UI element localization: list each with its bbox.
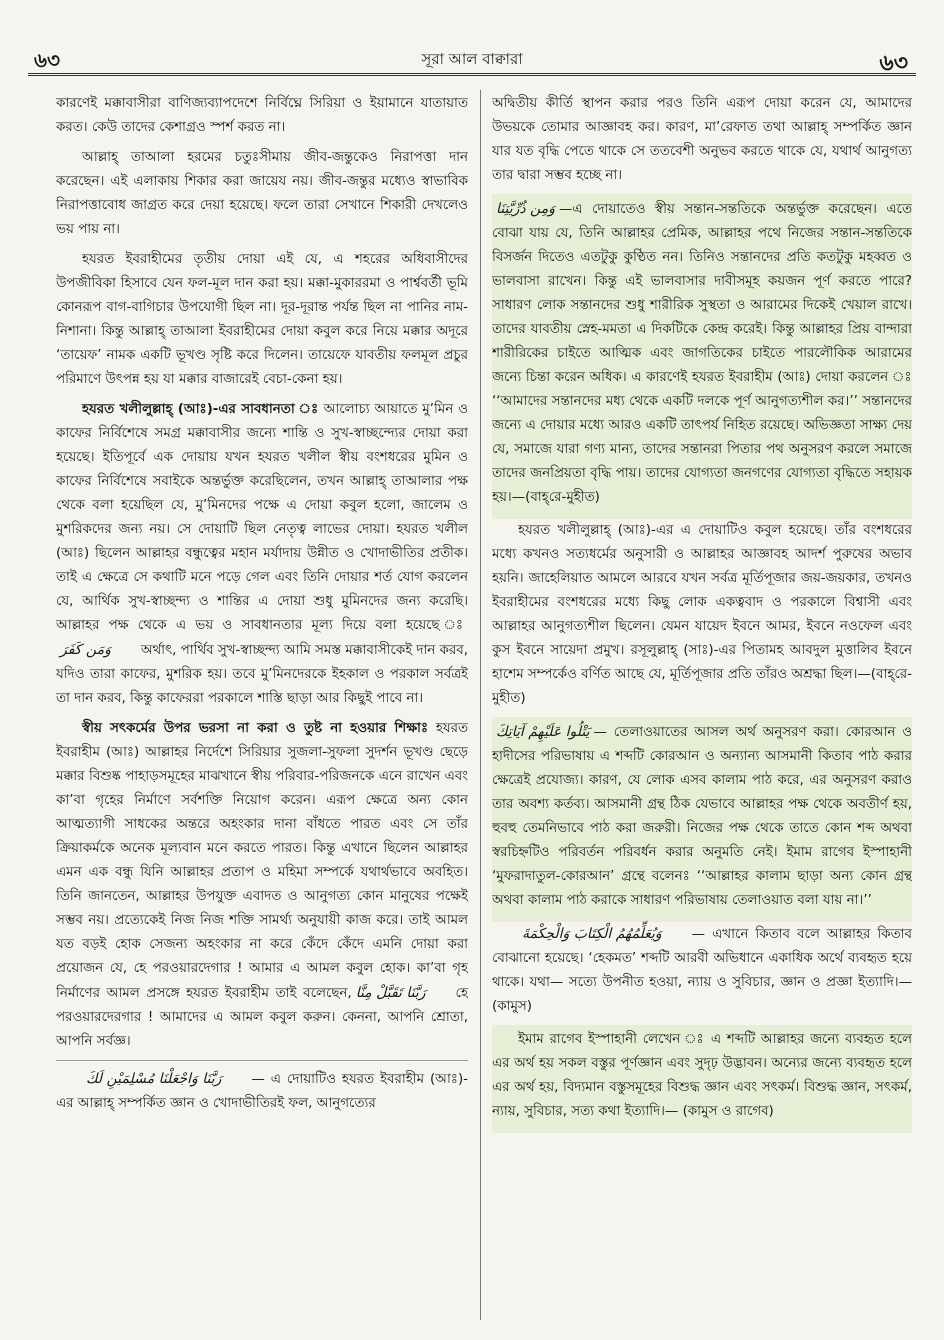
paragraph: অদ্বিতীয় কীর্তি স্থাপন করার পরও তিনি এরূপ দোয়া করেন যে, আমাদের উভয়কে তোমার আজ্ঞাবহ কর। কারণ, মা’রেফাত তথা আল্লাহ্ সম্পর্কিত জ্ঞান যার যত বৃদ্ধি পেতে থাকে সে ততবেশী অনুভব করতে থাকে যে, যথার্থ আনুগত্য তার দ্বারা সম্ভব হচ্ছে না। [492, 96, 912, 183]
header-rule [28, 73, 916, 76]
arabic-verse: رَبَّنَا تَقَبَّلْ مِنَّا [355, 985, 426, 1001]
paragraph-text: — এখানে কিতাব বলে আল্লাহর কিতাব বোঝানো হয়েছে। ‘হেকমত’ শব্দটি আরবী অভিধানে একাধিক অর্থে ব্যবহৃত হয়ে থাকে। যথা— সত্যে উপনীত হওয়া, ন্যায় ও সুবিচার, জ্ঞান ও প্রজ্ঞা ইত্যাদি।— (কামুস) [492, 927, 912, 1014]
paragraph [56, 717, 468, 1054]
page-number-left: ৬৩ [34, 48, 61, 72]
paragraph [492, 720, 912, 913]
paragraph-text: — এ দোয়াটিও হযরত ইবরাহীম (আঃ)-এর আল্লাহ্ সম্পর্কিত জ্ঞান ও খোদাভীতিরই ফল, আনুগত্যের [56, 1072, 468, 1111]
right-column [492, 92, 912, 1320]
section-heading: স্বীয় সৎকর্মের উপর ভরসা না করা ও তুষ্ট না হওয়ার শিক্ষাঃ [82, 721, 429, 736]
arabic-verse: رَبَّنَا وَاجْعَلْنَا مُسْلِمَيْنِ لَكَ [86, 1071, 222, 1087]
running-title: সূরা আল বাক্বারা [421, 50, 523, 68]
highlight-box [492, 194, 912, 519]
paragraph [492, 922, 912, 1019]
paragraph: হযরত ইবরাহীমের তৃতীয় দোয়া এই যে, এ শহরের অধিবাসীদের উপজীবিকা হিসাবে যেন ফল-মূল দান করা হয়। মক্কা-মুকাররমা ও পার্শ্ববর্তী ভূমি কোনরূপ বাগ-বাগিচার উপযোগী ছিল না। দূর-দূরান্ত পর্যন্ত ছিল না পানির নাম-নিশানা। কিন্তু আল্লাহ্ তাআলা ইবরাহীমের দোয়া কবুল করে নিয়ে মক্কার অদূরে ‘তায়েফ’ নামক একটি ভূখণ্ড সৃষ্টি করে দিলেন। তায়েফে যাবতীয় ফলমূল প্রচুর পরিমাণে উৎপন্ন হয় যা মক্কার বাজারেই বেচা-কেনা হয়। [56, 252, 468, 387]
paragraph-text: —এ দোয়াতেও স্বীয় সন্তান-সন্ততিকে অন্তর্ভুক্ত করেছেন। এতে বোঝা যায় যে, তিনি আল্লাহর প্রেমিক, আল্লাহর পথে নিজের সন্তান-সন্ততিকে বিসর্জন দিতেও এতটুকু কুণ্ঠিত নন। তিনিও সন্তানদের প্রতি কতটুকু মহব্বত ও ভালবাসা রাখেন। কিন্তু এই ভালবাসার দাবীসমূহ কয়জন পূর্ণ করতে পারে? সাধারণ লোক সন্তানদের শুধু শারীরিক সুস্থতা ও আরামের দিকেই খেয়াল রাখে। তাদের যাবতীয় স্নেহ-মমতা এ দিকটিকে কেন্দ্র করেই। কিন্তু আল্লাহর প্রিয় বান্দারা শারীরিকের চাইতে আত্মিক এবং জাগতিকের চাইতে পারলৌকিক আরামের জন্যে চিন্তা করেন অধিক। এ কারণেই হযরত ইবরাহীম (আঃ) দোয়া করলেন ঃ ‘‘আমাদের সন্তানদের মধ্য থেকে একটি দলকে পূর্ণ আনুগত্যশীল কর।’’ সন্তানদের জন্যে এ দোয়ার মধ্যে আরও একটি তাৎপর্য নিহিত রয়েছে। অভিজ্ঞতা সাক্ষ্য দেয় যে, সমাজে যারা গণ্য মান্য, তাদের সন্তানরা পিতার পথ অনুসরণ করলে সমাজে তাদের জনপ্রিয়তা বৃদ্ধি পায়। তাদের যোগ্যতা জনগণের যোগ্যতা বৃদ্ধিতে সহায়ক হয়।—(বাহ্‌রে-মুহীত) [492, 202, 912, 505]
highlight-box [492, 717, 912, 922]
paragraph-text: আলোচ্য আয়াতে মু’মিন ও কাফের নির্বিশেষে সমগ্র মক্কাবাসীর জন্যে শান্তি ও সুখ-স্বাচ্ছন্দ্যের দোয়া করা হয়েছে। ইতিপূর্বে এক দোয়ায় যখন হযরত খলীল স্বীয় বংশধরের মুমিন ও কাফের নির্বিশেষে সবাইকে অন্তর্ভুক্ত করেছিলেন, তখন আল্লাহ্ তাআলার পক্ষ থেকে বলা হয়েছিল যে, মু’মিনদের পক্ষে এ দোয়া কবুল হলো, জালেম ও মুশরিকদের জন্য নয়। সে দোয়াটি ছিল নেতৃত্ব লাভের দোয়া। হযরত খলীল (আঃ) ছিলেন আল্লাহর বন্ধুত্বের মহান মর্যাদায় উন্নীত ও খোদাভীতির প্রতীক। তাই এ ক্ষেত্রে সে কথাটি মনে পড়ে গেল এবং তিনি দোয়ার শর্ত যোগ করলেন যে, আর্থিক সুখ-স্বাচ্ছন্দ্য ও শান্তির এ দোয়া শুধু মুমিনদের জন্য করেছি। আল্লাহর পক্ষ থেকে এ ভয় ও সাবধানতার মূল্য দিয়ে বলা হয়েছে ঃ [56, 402, 468, 633]
arabic-verse: وَمِن ذُرِّيَّتِنَا [496, 201, 555, 217]
divider-line [56, 1060, 468, 1061]
paragraph [56, 1067, 468, 1116]
paragraph: ইমাম রাগেব ইস্পাহানী লেখেন ঃ এ শব্দটি আল্লাহর জন্যে ব্যবহৃত হলে এর অর্থ হয় সকল বস্তুর পূর্ণজ্ঞান এবং সুদৃঢ় উদ্ভাবন। অন্যের জন্যে ব্যবহৃত হলে এর অর্থ হয়, বিদ্যমান বস্তুসমূহের বিশুদ্ধ জ্ঞান এবং সৎকর্ম। বিশুদ্ধ জ্ঞান, সৎকর্ম, ন্যায়, সুবিচার, সত্য কথা ইত্যাদি।— (কামুস ও রাগেব) [492, 1032, 912, 1119]
paragraph: কারণেই মক্কাবাসীরা বাণিজ্যব্যাপদেশে নির্বিঘ্নে সিরিয়া ও ইয়ামানে যাতায়াত করত। কেউ তাদের কেশাগ্রও স্পর্শ করত না। [56, 96, 468, 135]
column-divider [480, 90, 481, 1320]
highlight-box [492, 1025, 912, 1133]
left-column [56, 92, 468, 1320]
arabic-verse: وَيُعَلِّمُهُمُ الْكِتَابَ وَالْحِكْمَةَ [522, 926, 662, 942]
paragraph [492, 197, 912, 510]
arabic-verse: وَمَن كَفَرَ [60, 642, 111, 658]
paragraph: হযরত খলীলুল্লাহ্ (আঃ)-এর এ দোয়াটিও কবুল হয়েছে। তাঁর বংশধরের মধ্যে কখনও সত্যধর্মের অনুসারী ও আল্লাহর আজ্ঞাবহ আদর্শ পুরুষের অভাব হয়নি। জাহেলিয়াত আমলে আরবে যখন সর্বত্র মূর্তিপূজার জয়-জয়কার, তখনও ইবরাহীমের বংশধরের মধ্যে কিছু লোক একত্ববাদ ও পরকালে বিশ্বাসী এবং আল্লাহর আনুগত্যশীল ছিলেন। যেমন যায়েদ ইবনে আমর, ইবনে নওফেল এবং কুস ইবনে সায়েদা প্রমুখ। রসূলুল্লাহ্ (সাঃ)-এর পিতামহ আবদুল মুত্তালিব ইবনে হাশেম সম্পর্কেও বর্ণিত আছে যে, মূর্তিপূজার প্রতি তাঁরও অশ্রদ্ধা ছিল।—(বাহ্‌রে-মুহীত) [492, 523, 912, 706]
paragraph-text: অর্থাৎ, পার্থিব সুখ-স্বাচ্ছন্দ্য আমি সমস্ত মক্কাবাসীকেই দান করব, যদিও তারা কাফের, মুশরিক হয়। তবে মু’মিনদেরকে ইহকাল ও পরকাল সর্বত্রই তা দান করব, কিন্তু কাফেররা পরকালে শাস্তি ছাড়া আর কিছুই পাবে না। [56, 643, 468, 706]
page-header [28, 42, 916, 76]
arabic-verse: يَتْلُوا عَلَيْهِمْ آيَاتِكَ [496, 724, 590, 740]
paragraph [56, 398, 468, 711]
page-number-right: ৬৩ [879, 51, 908, 76]
paragraph-text: হযরত ইবরাহীম (আঃ) আল্লাহর নির্দেশে সিরিয়ার সুজলা-সুফলা সুদর্শন ভূখণ্ড ছেড়ে মক্কার বিশুষ্ক পাহাড়সমূহের মাঝখানে স্বীয় পরিবার-পরিজনকে এনে রাখেন এবং কা’বা গৃহের নির্মাণে সর্বশক্তি নিয়োগ করেন। এরূপ ক্ষেত্রে অন্য কোন আত্মত্যাগী সাধকের অন্তরে অহংকার দানা বাঁধতে পারত এবং সে তাঁর ক্রিয়াকর্মকে অনেক মূল্যবান মনে করতে পারত। কিন্তু এখানে ছিলেন আল্লাহর এমন এক বন্ধু যিনি আল্লাহর প্রতাপ ও মহিমা সম্পর্কে যথার্থভাবে অবহিত। তিনি জানতেন, আল্লাহর উপযুক্ত এবাদত ও আনুগত্য কোন মানুষের পক্ষেই সম্ভব নয়। প্রত্যেকেই নিজ নিজ শক্তি সামর্থ্য অনুযায়ী কাজ করে। তাই আমল যত বড়ই হোক সেজন্য অহংকার না করে কেঁদে কেঁদে এমনি দোয়া করা প্রয়োজন যে, হে পরওয়ারদেগার ! আমার এ আমল কবুল হোক। কা’বা গৃহ নির্মাণের আমল প্রসঙ্গে হযরত ইবরাহীম তাই বলেছেন, [56, 721, 468, 1001]
paragraph: আল্লাহ্ তাআলা হরমের চতুঃসীমায় জীব-জন্তুকেও নিরাপত্তা দান করেছেন। এই এলাকায় শিকার করা জায়েয নয়। জীব-জন্তুর মধ্যেও স্বাভাবিক নিরাপত্তাবোধ জাগ্রত করে দেয়া হয়েছে। ফলে তারা সেখানে শিকারী দেখলেও ভয় পায় না। [56, 150, 468, 237]
paragraph-text: হে পরওয়ারদেরগার ! আমাদের এ আমল কবুল করুন। কেননা, আপনি শ্রোতা, আপনি সর্বজ্ঞ। [56, 986, 468, 1049]
paragraph-text: — তেলাওয়াতের আসল অর্থ অনুসরণ করা। কোরআন ও হাদীসের পরিভাষায় এ শব্দটি কোরআন ও অন্যান্য আসমানী কিতাব পাঠ করার ক্ষেত্রেই প্রযোজ্য। কারণ, যে লোক এসব কালাম পাঠ করে, এর অনুসরণ করাও তার অবশ্য কর্তব্য। আসমানী গ্রন্থ ঠিক যেভাবে আল্লাহর পক্ষ থেকে অবতীর্ণ হয়, হুবহু তেমনিভাবে পাঠ করা জরুরী। নিজের পক্ষ থেকে তাতে কোন শব্দ অথবা স্বরচিহ্নটিও পরিবর্তন পরিবর্ধন করার অনুমতি নেই। ইমাম রাগেব ইস্পাহানী ‘মুফরাদাতুল-কোরআন’ গ্রন্থে বলেনঃ ‘‘আল্লাহর কালাম ছাড়া অন্য কোন গ্রন্থ অথবা কালাম পাঠ করাকে সাধারণ পরিভাষায় তেলাওয়াত বলা যায় না।’’ [492, 725, 912, 908]
section-heading: হযরত খলীলুল্লাহ্ (আঃ)-এর সাবধানতা ঃ [82, 402, 319, 417]
